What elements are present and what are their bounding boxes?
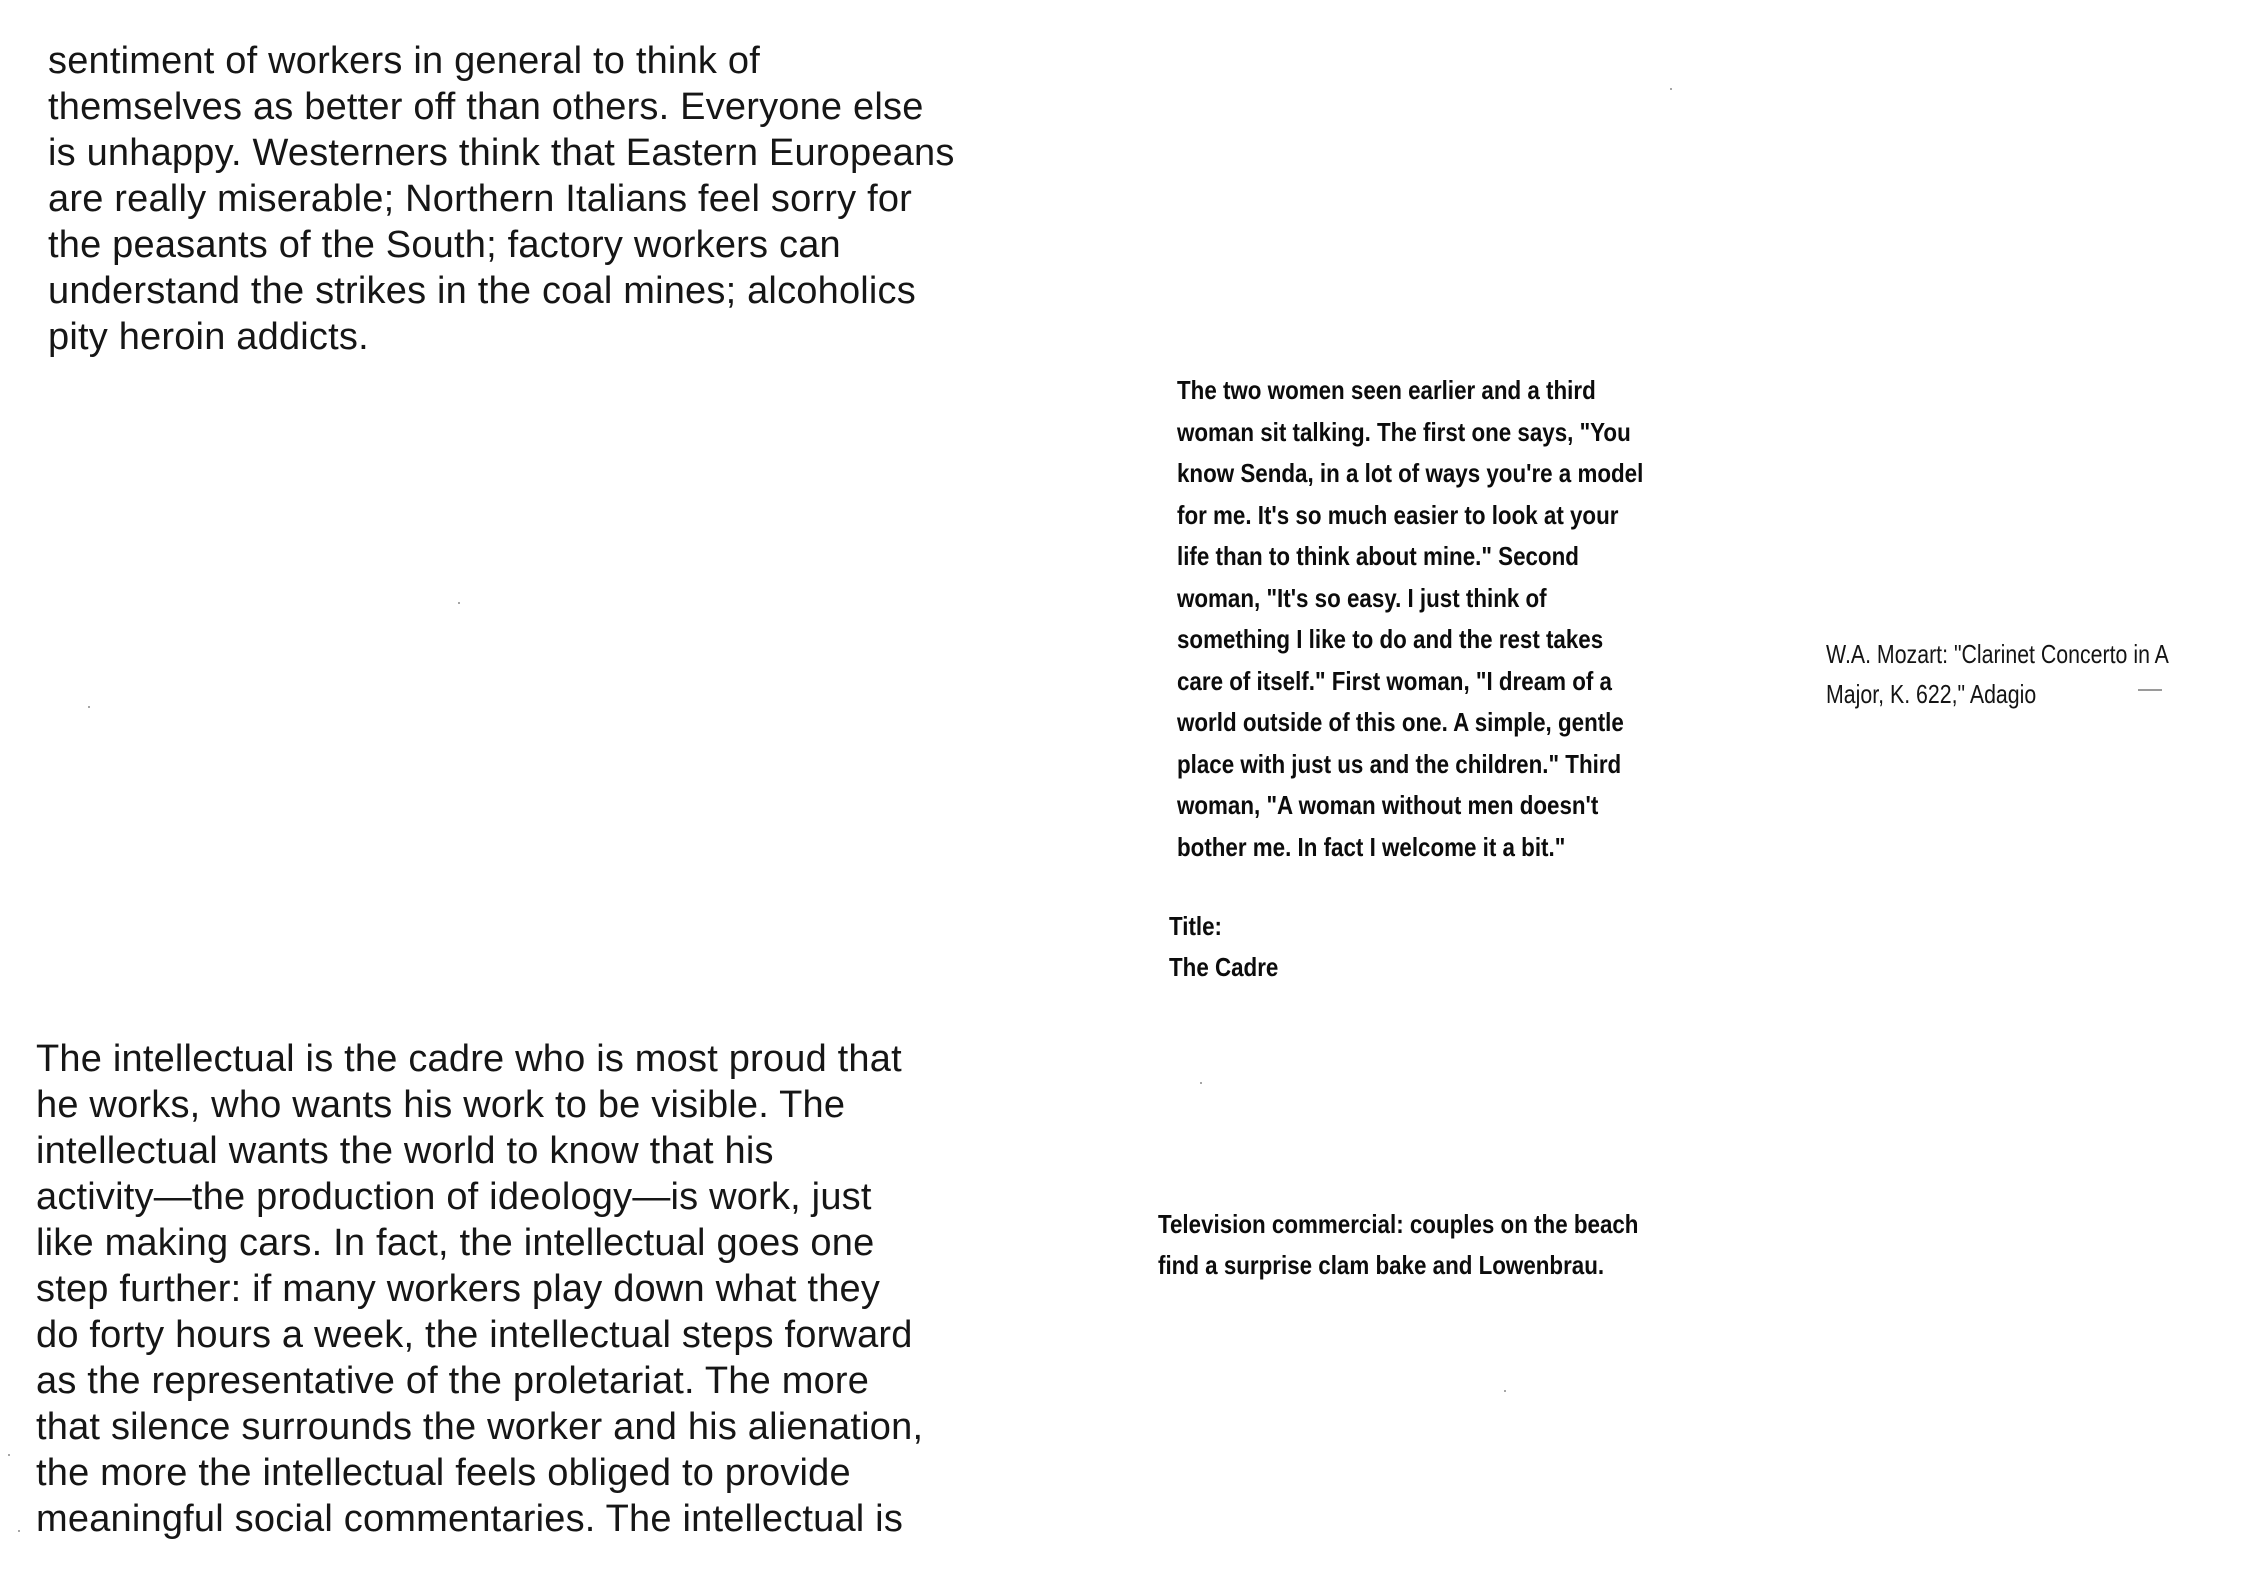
dialogue-line: care of itself." First woman, "I dream of a: [1177, 665, 1612, 696]
dialogue-line: woman, "It's so easy. I just think of: [1177, 582, 1547, 613]
essay-line: sentiment of workers in general to think of: [48, 40, 760, 82]
commercial-caption: [1158, 1204, 1638, 1286]
title-label: Title:: [1169, 911, 1223, 941]
essay-line: as the representative of the proletariat. The more: [36, 1360, 870, 1402]
dialogue-line: place with just us and the children." Third: [1177, 748, 1622, 779]
essay-line: understand the strikes in the coal mines; alcoholics: [48, 270, 916, 312]
stray-mark: [2138, 689, 2162, 691]
essay-line: do forty hours a week, the intellectual steps forward: [36, 1314, 913, 1356]
dialogue-line: life than to think about mine." Second: [1177, 541, 1579, 571]
essay-line: meaningful social commentaries. The intellectual is: [36, 1498, 904, 1540]
music-cue-line: W.A. Mozart: "Clarinet Concerto in A: [1826, 639, 2169, 669]
scan-speck: [1504, 1390, 1506, 1392]
essay-line: are really miserable; Northern Italians feel sorry for: [48, 178, 913, 220]
scan-speck: [1200, 1082, 1202, 1084]
dialogue-line: world outside of this one. A simple, gentle: [1177, 707, 1624, 737]
essay-line: is unhappy. Westerners think that Eastern Europeans: [48, 132, 955, 174]
commercial-line: Television commercial: couples on the beach: [1158, 1209, 1639, 1239]
scene-dialogue-caption: [1177, 370, 1643, 868]
essay-line: activity—the production of ideology—is work, just: [36, 1176, 872, 1218]
essay-line: themselves as better off than others. Everyone else: [48, 86, 924, 128]
music-cue: [1826, 634, 2169, 714]
dialogue-line: bother me. In fact I welcome it a bit.": [1177, 831, 1566, 862]
essay-line: like making cars. In fact, the intellectual goes one: [36, 1222, 875, 1264]
essay-line: the more the intellectual feels obliged to provide: [36, 1452, 851, 1494]
essay-line: The intellectual is the cadre who is most proud that: [36, 1038, 902, 1080]
essay-line: that silence surrounds the worker and his alienation,: [36, 1406, 924, 1448]
scan-speck: [88, 706, 90, 708]
essay-line: he works, who wants his work to be visible. The: [36, 1084, 846, 1126]
dialogue-line: something I like to do and the rest takes: [1177, 624, 1604, 654]
essay-line: the peasants of the South; factory workers can: [48, 224, 841, 266]
dialogue-line: woman, "A woman without men doesn't: [1177, 790, 1599, 820]
essay-paragraph-bottom: [36, 1036, 923, 1542]
dialogue-line: woman sit talking. The first one says, "You: [1177, 416, 1631, 447]
scan-speck: [18, 1530, 20, 1532]
scan-speck: [8, 1454, 10, 1456]
title-block: [1169, 906, 1278, 988]
scan-speck: [1670, 88, 1672, 90]
essay-line: intellectual wants the world to know that his: [36, 1130, 774, 1172]
dialogue-line: The two women seen earlier and a third: [1177, 375, 1596, 405]
scan-speck: [458, 602, 460, 604]
music-cue-line: Major, K. 622," Adagio: [1826, 679, 2037, 709]
essay-paragraph-top: [48, 38, 955, 360]
commercial-line: find a surprise clam bake and Lowenbrau.: [1158, 1250, 1605, 1280]
title-value: The Cadre: [1169, 952, 1279, 982]
essay-line: pity heroin addicts.: [48, 316, 369, 358]
dialogue-line: know Senda, in a lot of ways you're a model: [1177, 458, 1644, 488]
dialogue-line: for me. It's so much easier to look at your: [1177, 499, 1619, 530]
essay-line: step further: if many workers play down what they: [36, 1268, 881, 1310]
